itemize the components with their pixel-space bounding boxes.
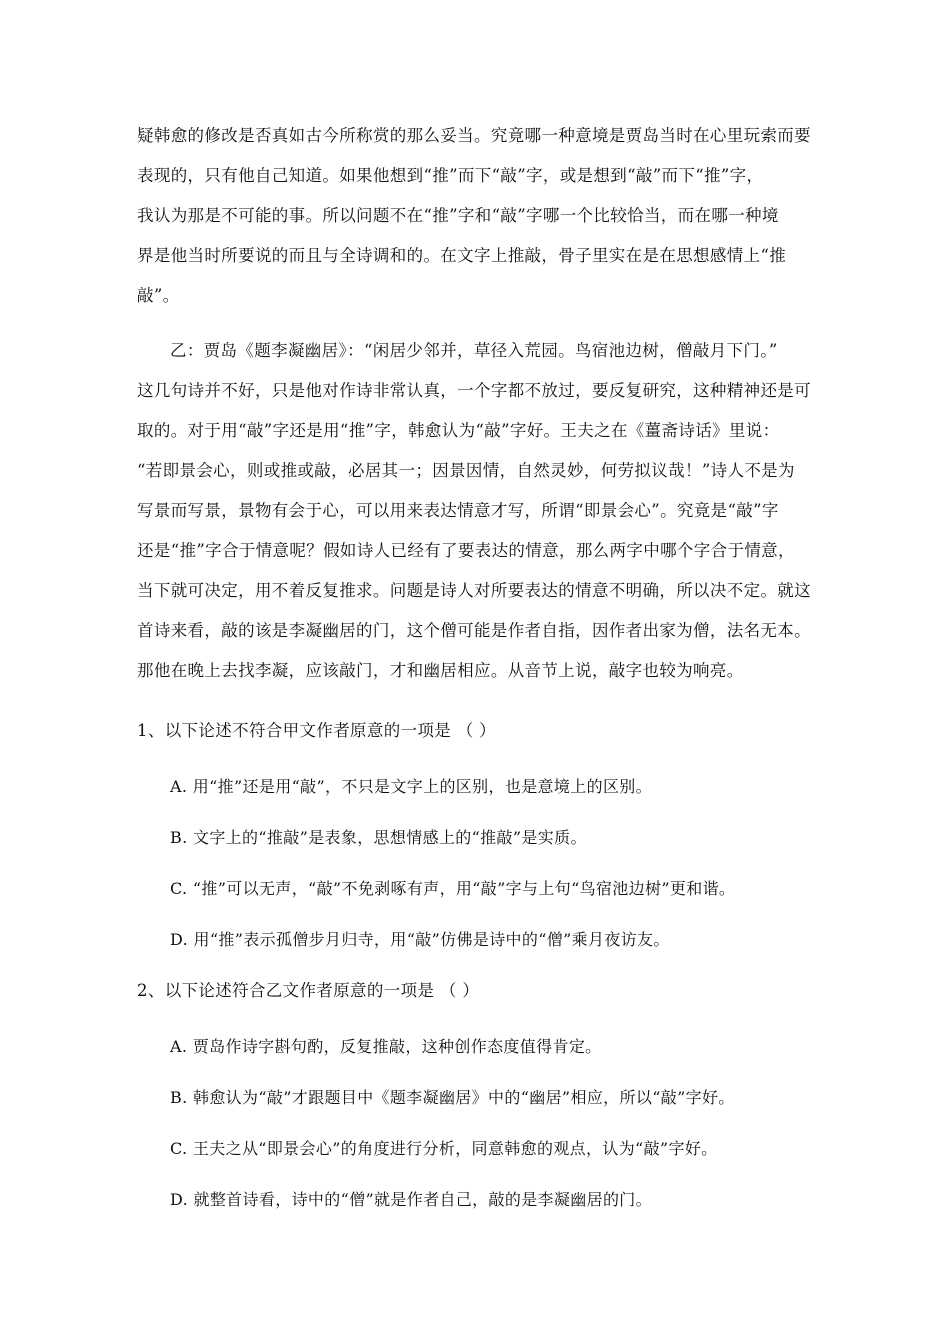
passage-yi-line: 这几句诗并不好，只是他对作诗非常认真，一个字都不放过，要反复研究，这种精神还是可 (137, 381, 811, 400)
question-1-option-b: B. 文字上的“推敲”是表象，思想情感上的“推敲”是实质。 (170, 828, 587, 847)
passage-yi-line: 还是“推”字合于情意呢？假如诗人已经有了要表达的情意，那么两字中哪个字合于情意， (137, 541, 795, 560)
question-1-option-d: D. 用“推”表示孤僧步月归寺，用“敲”仿佛是诗中的“僧”乘月夜访友。 (170, 930, 670, 949)
passage-yi-line: 首诗来看，敲的该是李凝幽居的门，这个僧可能是作者自指，因作者出家为僧，法名无本。 (137, 621, 811, 640)
passage-yi-first-line: 乙：贾岛《题李凝幽居》：“闲居少邻并，草径入荒园。鸟宿池边树，僧敲月下门。” (170, 341, 778, 360)
passage-yi-line: 当下就可决定，用不着反复推求。问题是诗人对所要表达的情意不明确，所以决不定。就这 (137, 581, 811, 600)
passage-yi-line: “若即景会心，则或推或敲，必居其一；因景因情，自然灵妙，何劳拟议哉！”诗人不是为 (137, 461, 795, 480)
question-2-option-c: C. 王夫之从“即景会心”的角度进行分析，同意韩愈的观点，认为“敲”字好。 (170, 1139, 718, 1158)
question-2-option-a: A. 贾岛作诗字斟句酌，反复推敲，这种创作态度值得肯定。 (170, 1037, 602, 1056)
question-2-stem: 2、以下论述符合乙文作者原意的一项是 （ ） (137, 981, 480, 1000)
passage-yi-line: 取的。对于用“敲”字还是用“推”字，韩愈认为“敲”字好。王夫之在《薑斋诗话》里说： (137, 421, 780, 440)
question-1-stem: 1、以下论述不符合甲文作者原意的一项是 （ ） (137, 721, 497, 740)
passage-jia-line: 敲”。 (137, 286, 180, 305)
question-1-option-c: C. “推”可以无声，“敲”不免剥啄有声，用“敲”字与上句“鸟宿池边树”更和谐。 (170, 879, 736, 898)
question-2-option-b: B. 韩愈认为“敲”才跟题目中《题李凝幽居》中的“幽居”相应，所以“敲”字好。 (170, 1088, 735, 1107)
passage-jia-line: 界是他当时所要说的而且与全诗调和的。在文字上推敲，骨子里实在是在思想感情上“推 (137, 246, 787, 265)
passage-yi-line: 那他在晚上去找李凝，应该敲门，才和幽居相应。从音节上说，敲字也较为响亮。 (137, 661, 744, 680)
passage-jia-line: 疑韩愈的修改是否真如古今所称赏的那么妥当。究竟哪一种意境是贾岛当时在心里玩索而要 (137, 126, 811, 145)
question-2-option-d: D. 就整首诗看，诗中的“僧”就是作者自己，敲的是李凝幽居的门。 (170, 1190, 652, 1209)
passage-jia-line: 表现的，只有他自己知道。如果他想到“推”而下“敲”字，或是想到“敲”而下“推”字， (137, 166, 764, 185)
passage-jia-line: 我认为那是不可能的事。所以问题不在“推”字和“敲”字哪一个比较恰当，而在哪一种境 (137, 206, 779, 225)
passage-yi-line: 写景而写景，景物有会于心，可以用来表达情意才写，所谓“即景会心”。究竟是“敲”字 (137, 501, 779, 520)
question-1-option-a: A. 用“推”还是用“敲”，不只是文字上的区别，也是意境上的区别。 (170, 777, 652, 796)
